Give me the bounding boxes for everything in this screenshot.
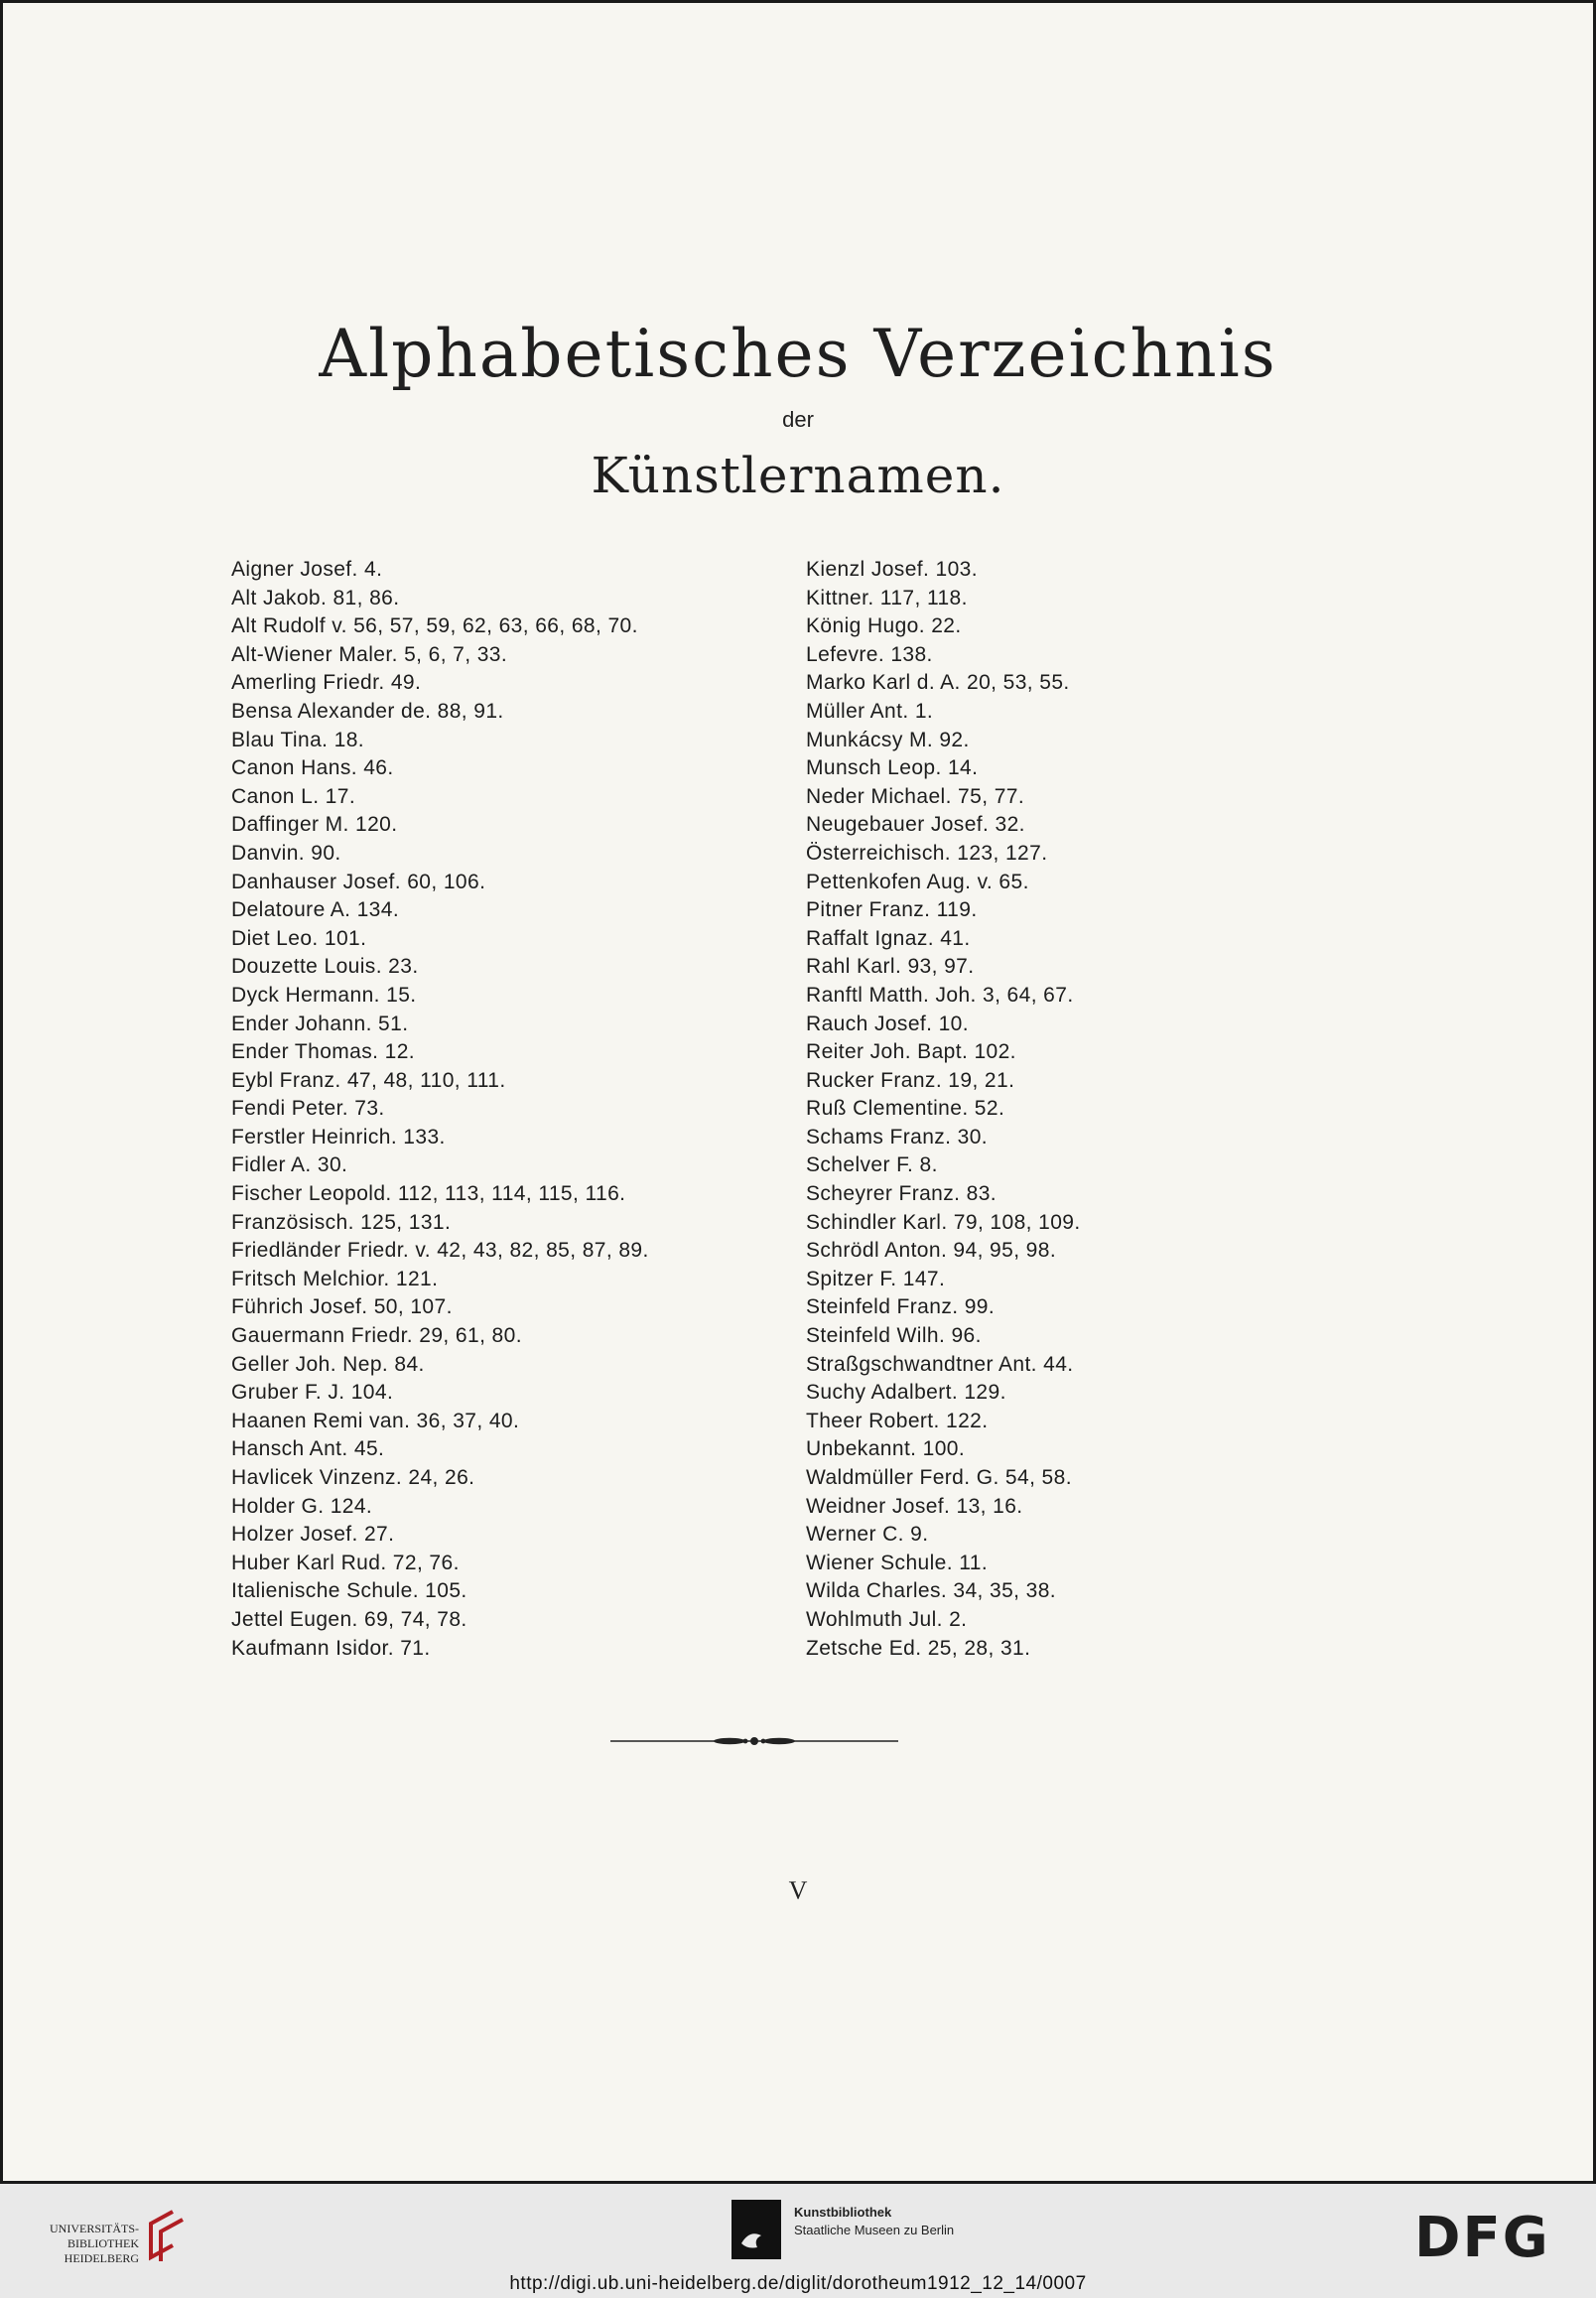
index-entry: Hansch Ant. 45.	[231, 1437, 385, 1461]
index-entry: Canon L. 17.	[231, 784, 356, 808]
index-entry: Lefevre. 138.	[806, 642, 933, 666]
index-entry: König Hugo. 22.	[806, 614, 962, 638]
index-entry: Amerling Friedr. 49.	[231, 671, 422, 695]
index-entry: Suchy Adalbert. 129.	[806, 1381, 1006, 1405]
index-entry: Huber Karl Rud. 72, 76.	[231, 1551, 460, 1574]
index-entry: Kaufmann Isidor. 71.	[231, 1636, 431, 1660]
index-entry: Wiener Schule. 11.	[806, 1551, 989, 1574]
index-entry: Gruber F. J. 104.	[231, 1381, 394, 1405]
index-entry: Geller Joh. Nep. 84.	[231, 1352, 425, 1376]
index-entry: Rahl Karl. 93, 97.	[806, 955, 975, 979]
university-name: UNIVERSITÄTS- BIBLIOTHEK HEIDELBERG	[50, 2222, 139, 2265]
index-entry: Alt Rudolf v. 56, 57, 59, 62, 63, 66, 68, 70.	[231, 614, 638, 638]
index-entry: Haanen Remi van. 36, 37, 40.	[231, 1409, 520, 1432]
index-entry: Steinfeld Franz. 99.	[806, 1295, 996, 1319]
index-entry: Neder Michael. 75, 77.	[806, 784, 1025, 808]
index-entry: Eybl Franz. 47, 48, 110, 111.	[231, 1068, 506, 1092]
university-library-logo[interactable]	[44, 2204, 193, 2263]
index-entry: Rucker Franz. 19, 21.	[806, 1068, 1015, 1092]
index-entry: Österreichisch. 123, 127.	[806, 841, 1048, 865]
index-entry: Weidner Josef. 13, 16.	[806, 1494, 1023, 1518]
index-entry: Alt-Wiener Maler. 5, 6, 7, 33.	[231, 642, 508, 666]
index-entry: Munkácsy M. 92.	[806, 728, 970, 751]
viewer-footer	[0, 2184, 1596, 2298]
page-subtitle: Künstlernamen.	[591, 447, 1005, 504]
index-entry: Waldmüller Ferd. G. 54, 58.	[806, 1466, 1072, 1489]
page-title: Alphabetisches Verzeichnis	[319, 316, 1277, 392]
index-entry: Steinfeld Wilh. 96.	[806, 1324, 982, 1348]
university-logo-icon	[143, 2208, 189, 2263]
index-entry: Friedländer Friedr. v. 42, 43, 82, 85, 87, 89.	[231, 1239, 649, 1263]
index-entry: Spitzer F. 147.	[806, 1267, 946, 1290]
index-entry: Canon Hans. 46.	[231, 756, 394, 780]
index-entry: Zetsche Ed. 25, 28, 31.	[806, 1636, 1031, 1660]
index-entry: Alt Jakob. 81, 86.	[231, 586, 400, 609]
index-entry: Fritsch Melchior. 121.	[231, 1267, 439, 1290]
index-column-left	[231, 556, 649, 1663]
index-entry: Pettenkofen Aug. v. 65.	[806, 870, 1029, 893]
index-entry: Pitner Franz. 119.	[806, 898, 978, 922]
index-entry: Gauermann Friedr. 29, 61, 80.	[231, 1324, 522, 1348]
index-entry: Delatoure A. 134.	[231, 898, 400, 922]
dfg-logo[interactable]: DFG	[1414, 2206, 1550, 2270]
index-entry: Werner C. 9.	[806, 1523, 929, 1547]
index-entry: Straßgschwandtner Ant. 44.	[806, 1352, 1074, 1376]
index-entry: Schrödl Anton. 94, 95, 98.	[806, 1239, 1057, 1263]
index-entry: Jettel Eugen. 69, 74, 78.	[231, 1607, 467, 1631]
index-entry: Blau Tina. 18.	[231, 728, 365, 751]
index-column-right	[806, 556, 1081, 1663]
index-entry: Ranftl Matth. Joh. 3, 64, 67.	[806, 983, 1074, 1007]
index-entry: Dyck Hermann. 15.	[231, 983, 417, 1007]
kunstbibliothek-logo-icon[interactable]	[732, 2200, 781, 2259]
index-entry: Kittner. 117, 118.	[806, 586, 968, 609]
index-entry: Reiter Joh. Bapt. 102.	[806, 1040, 1016, 1064]
index-entry: Bensa Alexander de. 88, 91.	[231, 699, 504, 723]
index-entry: Douzette Louis. 23.	[231, 955, 419, 979]
index-entry: Wilda Charles. 34, 35, 38.	[806, 1579, 1057, 1603]
index-entry: Munsch Leop. 14.	[806, 756, 979, 780]
index-entry: Schams Franz. 30.	[806, 1125, 989, 1149]
index-entry: Raffalt Ignaz. 41.	[806, 926, 971, 950]
index-entry: Marko Karl d. A. 20, 53, 55.	[806, 671, 1070, 695]
index-entry: Ender Johann. 51.	[231, 1012, 409, 1035]
index-entry: Unbekannt. 100.	[806, 1437, 966, 1461]
index-entry: Danvin. 90.	[231, 841, 341, 865]
index-entry: Wohlmuth Jul. 2.	[806, 1607, 968, 1631]
index-entry: Schelver F. 8.	[806, 1153, 938, 1177]
index-entry: Havlicek Vinzenz. 24, 26.	[231, 1466, 475, 1489]
index-entry: Scheyrer Franz. 83.	[806, 1182, 998, 1206]
index-entry: Ruß Clementine. 52.	[806, 1097, 1005, 1121]
index-entry: Französisch. 125, 131.	[231, 1210, 452, 1234]
index-entry: Ender Thomas. 12.	[231, 1040, 416, 1064]
title-connector: der	[782, 407, 814, 432]
index-entry: Daffinger M. 120.	[231, 813, 398, 837]
index-entry: Führich Josef. 50, 107.	[231, 1295, 453, 1319]
index-entry: Fidler A. 30.	[231, 1153, 348, 1177]
index-entry: Rauch Josef. 10.	[806, 1012, 969, 1035]
index-entry: Kienzl Josef. 103.	[806, 558, 978, 581]
divider-ornament	[610, 1731, 898, 1751]
index-entry: Italienische Schule. 105.	[231, 1579, 467, 1603]
index-entry: Diet Leo. 101.	[231, 926, 367, 950]
index-entry: Fendi Peter. 73.	[231, 1097, 385, 1121]
kunstbibliothek-credit: Kunstbibliothek Staatliche Museen zu Berlin	[794, 2205, 955, 2237]
index-entry: Fischer Leopold. 112, 113, 114, 115, 116.	[231, 1182, 626, 1206]
index-entry: Müller Ant. 1.	[806, 699, 934, 723]
page-number: V	[788, 1876, 808, 1905]
index-entry: Schindler Karl. 79, 108, 109.	[806, 1210, 1081, 1234]
permalink-url[interactable]: http://digi.ub.uni-heidelberg.de/diglit/dorotheum1912_12_14/0007	[509, 2273, 1087, 2294]
index-entry: Holder G. 124.	[231, 1494, 373, 1518]
index-entry: Theer Robert. 122.	[806, 1409, 989, 1432]
index-entry: Danhauser Josef. 60, 106.	[231, 870, 486, 893]
index-entry: Aigner Josef. 4.	[231, 558, 383, 581]
index-entry: Neugebauer Josef. 32.	[806, 813, 1025, 837]
index-entry: Holzer Josef. 27.	[231, 1523, 395, 1547]
index-entry: Ferstler Heinrich. 133.	[231, 1125, 446, 1149]
